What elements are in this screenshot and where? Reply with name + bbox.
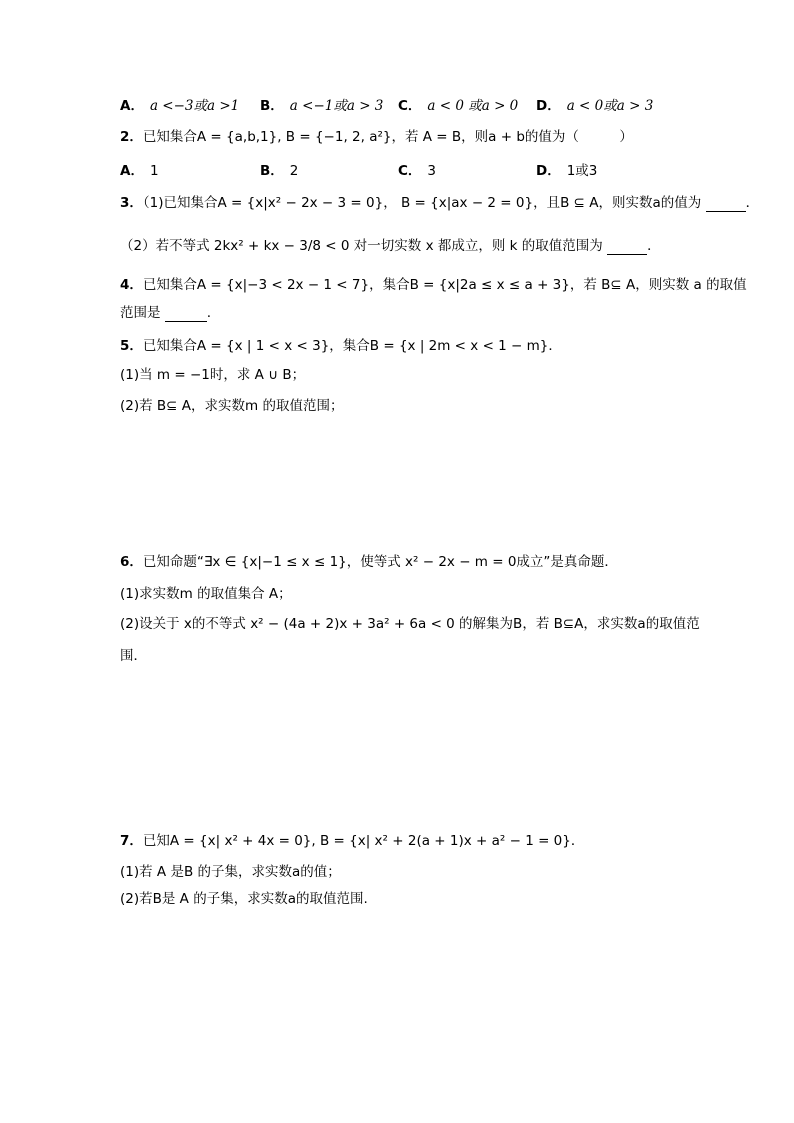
q1-option-c[interactable]: C． a < 0 或a > 0 xyxy=(398,98,519,114)
q3-part1: 3．（1)已知集合A = {x|x² − 2x − 3 = 0}， B = {x|ax − 2 = 0}，且B ⊆ A，则实数a的值为 ． xyxy=(120,195,760,211)
q5-sub1: (1)当 m = −1时，求 A ∪ B； xyxy=(120,367,306,383)
q2-option-c[interactable]: C． 3 xyxy=(398,163,437,179)
q3-answer-blank-2[interactable] xyxy=(607,254,647,255)
q5-stem: 5．已知集合A = {x | 1 < x < 3}，集合B = {x | 2m < x < 1 − m}． xyxy=(120,338,562,354)
q3-answer-blank-1[interactable] xyxy=(706,211,746,212)
q1-option-b[interactable]: B． a <−1或a > 3 xyxy=(260,98,384,114)
q7-sub2: (2)若B是 A 的子集，求实数a的取值范围. xyxy=(120,891,368,907)
q6-sub1: (1)求实数m 的取值集合 A； xyxy=(120,586,292,602)
q2-option-b[interactable]: B． 2 xyxy=(260,163,299,179)
q4-answer-blank[interactable] xyxy=(165,321,207,322)
q7-sub1: (1)若 A 是B 的子集，求实数a的值； xyxy=(120,864,341,880)
q6-sub2-cont: 围． xyxy=(120,648,147,664)
q2-option-a[interactable]: A． 1 xyxy=(120,163,159,179)
q4-line1: 4．已知集合A = {x|−3 < 2x − 1 < 7}，集合B = {x|2a ≤ x ≤ a + 3}，若 B⊆ A，则实数 a 的取值 xyxy=(120,277,747,293)
q2-stem: 2．已知集合A = {a,b,1}, B = {−1, 2, a²}，若 A = B，则a + b的值为（ ） xyxy=(120,129,633,145)
q4-line2: 范围是 . xyxy=(120,305,212,321)
q6-sub2: (2)设关于 x的不等式 x² − (4a + 2)x + 3a² + 6a < 0 的解集为B，若 B⊆A，求实数a的取值范 xyxy=(120,616,700,632)
q7-stem: 7．已知A = {x| x² + 4x = 0}, B = {x| x² + 2(a + 1)x + a² − 1 = 0}． xyxy=(120,833,585,849)
q5-sub2: (2)若 B⊆ A，求实数m 的取值范围； xyxy=(120,398,344,414)
q6-stem: 6．已知命题“∃x ∈ {x|−1 ≤ x ≤ 1}，使等式 x² − 2x − m = 0成立”是真命题． xyxy=(120,554,618,570)
q1-option-a[interactable]: A． a <−3或a >1 xyxy=(120,98,240,114)
q2-option-d[interactable]: D． 1或3 xyxy=(536,163,598,179)
q1-option-d[interactable]: D． a < 0或a > 3 xyxy=(536,98,654,114)
q3-part2: （2）若不等式 2kx² + kx − 3/8 < 0 对一切实数 x 都成立，则 k 的取值范围为 ． xyxy=(120,238,661,254)
